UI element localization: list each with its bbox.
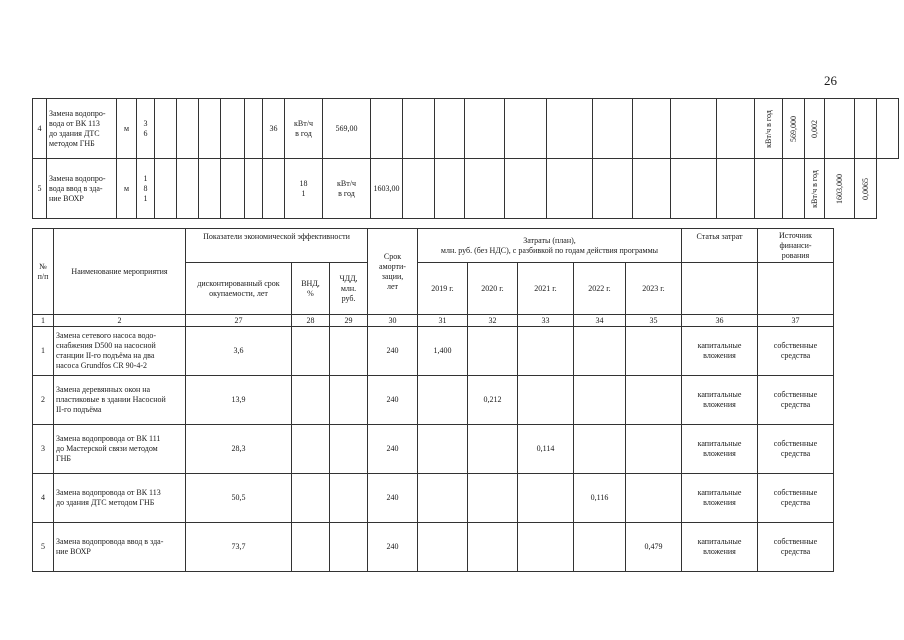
- measure-name: Замена водопровода от ВК 111 до Мастерской связи методом ГНБ: [54, 425, 186, 474]
- funding-source: собственные средства: [758, 523, 834, 572]
- cost-item: капитальные вложения: [682, 523, 758, 572]
- col-number: 28: [292, 315, 330, 327]
- energy-value: 1603,00: [371, 159, 403, 219]
- rotated-unit-cell: [755, 99, 783, 159]
- header-payback: дисконтированный срок окупаемости, лет: [186, 263, 292, 315]
- irr-value: [292, 327, 330, 376]
- unit-cell: м: [117, 159, 137, 219]
- irr-value: [292, 376, 330, 425]
- top-table-row: [33, 99, 899, 159]
- row-number: 2: [33, 376, 54, 425]
- rotated-value: 1603,000: [834, 173, 844, 204]
- year-value: [468, 425, 518, 474]
- table-row: [33, 474, 834, 523]
- top-continuation-table: [32, 98, 899, 219]
- year-value: [518, 474, 574, 523]
- year-value: [468, 523, 518, 572]
- funding-source: собственные средства: [758, 327, 834, 376]
- col-number: 37: [758, 315, 834, 327]
- rotated-value: 569,000: [788, 115, 798, 142]
- year-value: [518, 327, 574, 376]
- npv-value: [330, 425, 368, 474]
- energy-unit: кВт/ч в год: [323, 159, 371, 219]
- rotated-unit-cell: [805, 159, 825, 219]
- value-a: 36: [263, 99, 285, 159]
- page-number: 26: [824, 73, 837, 88]
- amort-value: 240: [368, 523, 418, 572]
- irr-value: [292, 474, 330, 523]
- col-number: 34: [574, 315, 626, 327]
- row-number: 4: [33, 99, 47, 159]
- header-year: 2021 г.: [518, 263, 574, 315]
- rotated-unit: кВт/ч в год: [763, 109, 773, 148]
- main-table: [32, 228, 834, 572]
- year-value: [418, 425, 468, 474]
- measure-name: Замена водопро- вода ввод в зда- ние ВОХР: [47, 159, 117, 219]
- header-amortization: Срок аморти- зации, лет: [368, 229, 418, 315]
- col-number: 29: [330, 315, 368, 327]
- rotated-small-value: 0,002: [809, 119, 819, 138]
- value-b: 18 1: [285, 159, 323, 219]
- table-row: [33, 425, 834, 474]
- col-number: 32: [468, 315, 518, 327]
- length-digits: 1 8 1: [137, 159, 155, 219]
- payback-value: 3,6: [186, 327, 292, 376]
- year-value: [518, 523, 574, 572]
- rotated-value-cell: [783, 99, 805, 159]
- table-row: [33, 376, 834, 425]
- year-value: [574, 376, 626, 425]
- payback-value: 73,7: [186, 523, 292, 572]
- year-value: 0,116: [574, 474, 626, 523]
- measure-name: Замена деревянных окон на пластиковые в здании Насосной II-го подъёма: [54, 376, 186, 425]
- header-row: [33, 229, 834, 263]
- row-number: 5: [33, 159, 47, 219]
- year-value: [626, 425, 682, 474]
- year-value: [574, 327, 626, 376]
- measure-name: Замена водопровода ввод в зда- ние ВОХР: [54, 523, 186, 572]
- header-cost-item: Статья затрат: [682, 229, 758, 263]
- year-value: 0,114: [518, 425, 574, 474]
- year-value: 0,212: [468, 376, 518, 425]
- rotated-unit: кВт/ч в год: [809, 169, 819, 208]
- header-name: Наименование мероприятия: [54, 229, 186, 315]
- top-table-row: [33, 159, 899, 219]
- year-value: [574, 425, 626, 474]
- column-number-row: [33, 315, 834, 327]
- amort-value: 240: [368, 474, 418, 523]
- year-value: 1,400: [418, 327, 468, 376]
- col-number: 2: [54, 315, 186, 327]
- rotated-small-cell: [805, 99, 825, 159]
- year-value: 0,479: [626, 523, 682, 572]
- col-number: 30: [368, 315, 418, 327]
- npv-value: [330, 327, 368, 376]
- funding-source: собственные средства: [758, 425, 834, 474]
- irr-value: [292, 425, 330, 474]
- amort-value: 240: [368, 425, 418, 474]
- irr-value: [292, 523, 330, 572]
- amort-value: 240: [368, 376, 418, 425]
- cost-item: капитальные вложения: [682, 474, 758, 523]
- length-digits: 3 6: [137, 99, 155, 159]
- payback-value: 13,9: [186, 376, 292, 425]
- col-number: 35: [626, 315, 682, 327]
- npv-value: [330, 376, 368, 425]
- rotated-small-value: 0,0065: [860, 177, 870, 200]
- year-value: [468, 327, 518, 376]
- row-number: 1: [33, 327, 54, 376]
- measure-name: Замена сетевого насоса водо- снабжения D500 на насосной станции II-го подъёма на два насоса Grundfos CR 90-4-2: [54, 327, 186, 376]
- energy-unit: кВт/ч в год: [285, 99, 323, 159]
- header-year: 2023 г.: [626, 263, 682, 315]
- header-source: Источник финанси- рования: [758, 229, 834, 263]
- year-value: [468, 474, 518, 523]
- year-value: [418, 523, 468, 572]
- npv-value: [330, 474, 368, 523]
- payback-value: 50,5: [186, 474, 292, 523]
- header-costs: Затраты (план), млн. руб. (без НДС), с разбивкой по годам действия программы: [418, 229, 682, 263]
- energy-value: 569,00: [323, 99, 371, 159]
- year-value: [518, 376, 574, 425]
- rotated-value-cell: [825, 159, 855, 219]
- row-number: 5: [33, 523, 54, 572]
- cost-item: капитальные вложения: [682, 376, 758, 425]
- rotated-small-cell: [855, 159, 877, 219]
- year-value: [626, 474, 682, 523]
- header-year: 2019 г.: [418, 263, 468, 315]
- funding-source: собственные средства: [758, 376, 834, 425]
- table-row: [33, 327, 834, 376]
- measure-name: Замена водопровода от ВК 113 до здания ДТС методом ГНБ: [54, 474, 186, 523]
- col-number: 31: [418, 315, 468, 327]
- col-number: 36: [682, 315, 758, 327]
- year-value: [574, 523, 626, 572]
- header-irr: ВНД, %: [292, 263, 330, 315]
- col-number: 27: [186, 315, 292, 327]
- npv-value: [330, 523, 368, 572]
- header-num: № п/п: [33, 229, 54, 315]
- header-npv: ЧДД, млн. руб.: [330, 263, 368, 315]
- amort-value: 240: [368, 327, 418, 376]
- table-row: [33, 523, 834, 572]
- row-number: 3: [33, 425, 54, 474]
- header-efficiency: Показатели экономической эффективности: [186, 229, 368, 263]
- row-number: 4: [33, 474, 54, 523]
- year-value: [418, 376, 468, 425]
- year-value: [418, 474, 468, 523]
- col-number: 1: [33, 315, 54, 327]
- measure-name: Замена водопро- вода от ВК 113 до здания ДТС методом ГНБ: [47, 99, 117, 159]
- cost-item: капитальные вложения: [682, 327, 758, 376]
- header-year: 2020 г.: [468, 263, 518, 315]
- cost-item: капитальные вложения: [682, 425, 758, 474]
- year-value: [626, 376, 682, 425]
- year-value: [626, 327, 682, 376]
- col-number: 33: [518, 315, 574, 327]
- payback-value: 28,3: [186, 425, 292, 474]
- header-year: 2022 г.: [574, 263, 626, 315]
- funding-source: собственные средства: [758, 474, 834, 523]
- unit-cell: м: [117, 99, 137, 159]
